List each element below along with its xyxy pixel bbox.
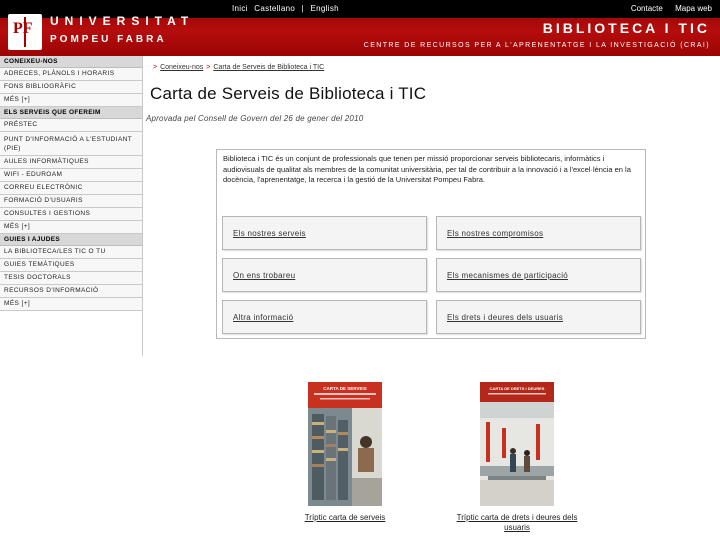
service-label[interactable]: Els mecanismes de participació [447,271,569,280]
service-label[interactable]: On ens trobareu [233,271,296,280]
service-link-participacio[interactable] [436,258,641,292]
breadcrumb-arrow-2: > [206,64,211,71]
sidebar-item-tesis[interactable]: TESIS DOCTORALS [0,272,142,285]
library-subtitle: CENTRE DE RECURSOS PER A L'APRENENTATGE I LA INVESTIGACIÓ (CRAI) [363,42,710,49]
sidebar-item-guies[interactable]: GUIES TEMÀTIQUES [0,259,142,272]
sidebar-item-fons[interactable]: FONS BIBLIOGRÀFIC [0,81,142,94]
service-link-serveis[interactable] [222,216,427,250]
service-label[interactable]: Altra informació [233,313,294,322]
language-links [232,4,343,13]
sidebar-item-recursos[interactable]: RECURSOS D'INFORMACIÓ [0,285,142,298]
sidebar-item-formacio[interactable]: FORMACIÓ D'USUARIS [0,195,142,208]
sidebar-item-pie[interactable]: PUNT D'INFORMACIÓ A L'ESTUDIANT (PIE) [0,132,142,156]
castellano-link[interactable]: Castellano [254,4,296,13]
sidebar-item-mes-1[interactable]: MÉS [+] [0,94,142,107]
brochure-cover-image-2 [480,382,554,506]
service-link-drets-deures[interactable] [436,300,641,334]
university-name-line2: POMPEU FABRA [50,34,167,45]
service-link-on-trobareu[interactable] [222,258,427,292]
sidebar-heading-coneixeu: CONEIXEU-NOS [0,56,142,68]
university-name: UNIVERSITAT [50,14,195,28]
library-title: BIBLIOTECA I TIC [542,20,710,36]
english-link[interactable]: English [310,4,339,13]
utility-links [621,4,712,13]
logo-monogram: PF [13,20,33,37]
breadcrumb-arrow: > [153,64,158,71]
sidebar-item-prestec[interactable]: PRÉSTEC [0,119,142,132]
service-link-altra-info[interactable] [222,300,427,334]
sidebar-item-adreces[interactable]: ADRECES, PLÀNOLS I HORARIS [0,68,142,81]
breadcrumb-home[interactable]: Coneixeu-nos [160,64,204,71]
page-title: Carta de Serveis de Biblioteca i TIC [150,84,427,103]
sidebar-item-consultes[interactable]: CONSULTES I GESTIONS [0,208,142,221]
contact-link[interactable]: Contacte [630,4,663,13]
brochure-cover-image [308,382,382,506]
cover-text: CARTA DE SERVEIS [323,386,367,391]
site-header [0,0,720,56]
home-link[interactable]: Inici [232,4,248,13]
sidebar-item-aules[interactable]: AULES INFORMÀTIQUES [0,156,142,169]
intro-paragraph: Biblioteca i TIC és un conjunt de professionals que tenen per missió proporcionar serveis bibliotecaris, informàtics i audiovisuals de qualitat als membres de la comunitat universitària, per tal de contribuir a la innovació i a l'excel·lència en la docència, l'aprenentatge, la recerca i la gestió de la Universitat Pompeu Fabra. [223,154,631,184]
services-panel [216,149,646,339]
page-subtitle: Aprovada pel Consell de Govern del 26 de gener del 2010 [146,114,364,123]
service-label[interactable]: Els nostres compromisos [447,229,544,238]
service-link-compromisos[interactable] [436,216,641,250]
service-label[interactable]: Els nostres serveis [233,229,306,238]
brochure-cover-serveis[interactable] [308,382,382,506]
sidebar-item-biblioteca-tu[interactable]: LA BIBLIOTECA/LES TIC O TU [0,246,142,259]
sidebar-item-correu[interactable]: CORREU ELECTRÒNIC [0,182,142,195]
brochure-link-drets[interactable]: Tríptic carta de drets i deures dels usuaris [456,513,578,532]
upf-logo[interactable] [8,14,42,50]
link-separator: | [301,4,304,13]
brochure-cover-drets[interactable] [480,382,554,506]
sidebar-item-mes-2[interactable]: MÉS [+] [0,221,142,234]
sidebar-item-wifi[interactable]: WIFI - EDUROAM [0,169,142,182]
service-label[interactable]: Els drets i deures dels usuaris [447,313,564,322]
sidebar-heading-serveis: ELS SERVEIS QUE OFEREIM [0,107,142,119]
sitemap-link[interactable]: Mapa web [675,4,712,13]
breadcrumb [150,64,324,71]
cover-text: CARTA DE DRETS I DEURES [489,386,545,391]
brochure-link-serveis[interactable]: Tríptic carta de serveis [304,513,386,522]
sidebar-nav [0,56,143,356]
sidebar-heading-guies: GUIES I AJUDES [0,234,142,246]
sidebar-item-mes-3[interactable]: MÉS [+] [0,298,142,311]
breadcrumb-current[interactable]: Carta de Serveis de Biblioteca i TIC [213,64,325,71]
